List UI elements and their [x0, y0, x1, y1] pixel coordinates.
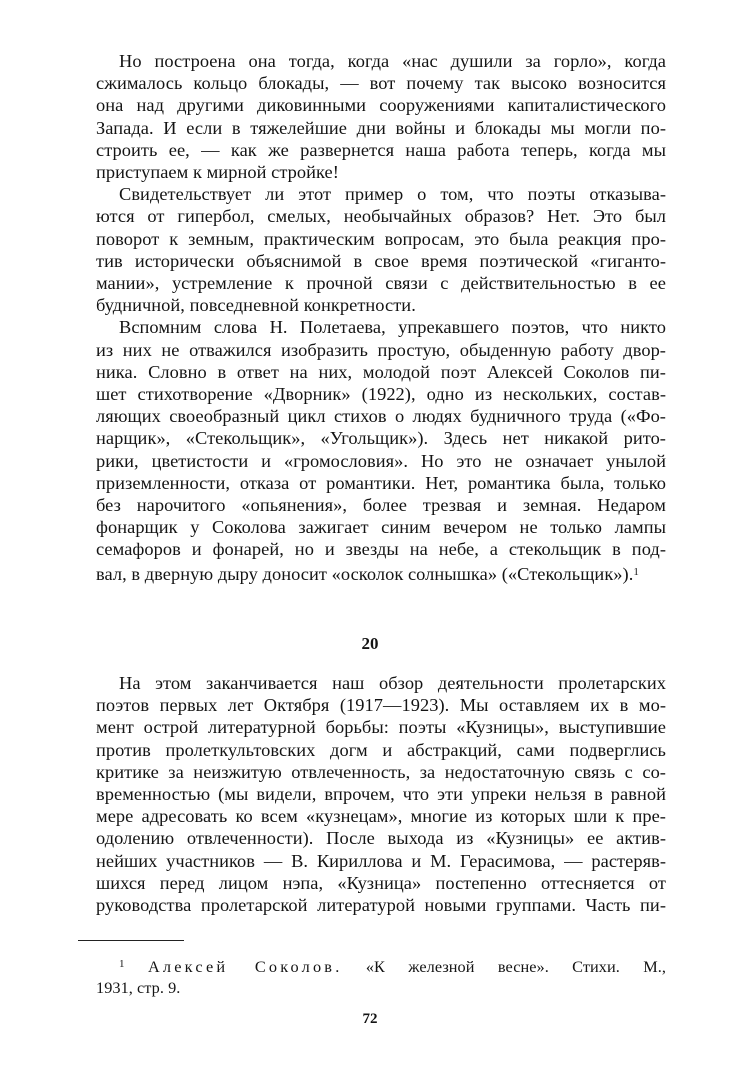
text-line: Запада. И если в тяжелейшие дни войны и блокады мы могли по- [96, 117, 666, 138]
footnote-reference: 1 [633, 565, 639, 578]
text-line-content: вал, в дверную дыру доносит «осколок солнышка» («Стекольщик»). [96, 563, 634, 584]
text-line: поэтов первых лет Октября (1917—1923). Мы оставляем их в мо- [96, 695, 666, 716]
main-text-upper [96, 50, 666, 585]
text-line: мент острой литературной борьбы: поэты «Кузницы», выступившие [96, 717, 666, 738]
text-line: шет стихотворение «Дворник» (1922), одно из нескольких, состав- [96, 384, 666, 405]
text-line: ются от гипербол, смелых, необычайных образов? Нет. Это был [96, 206, 666, 227]
text-line: мании», устремление к прочной связи с действительностью в ее [96, 273, 666, 294]
text-line: Свидетельствует ли этот пример о том, что поэты отказыва- [119, 184, 666, 205]
footnote-marker: 1 [119, 958, 125, 970]
text-line: нарщик», «Стекольщик», «Угольщик»). Здесь нет никакой рито- [96, 428, 666, 449]
text-line: мере адресовать ко всем «кузнецам», многие из которых шли к пре- [96, 806, 666, 827]
footnote-line: 1931, стр. 9. [96, 978, 181, 997]
text-line: тив исторически объяснимой в свое время поэтической «гиганто- [96, 250, 666, 271]
text-line: шихся перед лицом нэпа, «Кузница» постепенно оттесняется от [96, 872, 666, 893]
text-line: из них не отважился изобразить простую, обыденную работу двор- [96, 339, 666, 360]
page-number: 72 [362, 1011, 378, 1027]
footnote-author: Алексей Соколов. [147, 957, 343, 976]
text-line: сжималось кольцо блокады, — вот почему так высоко возносится [96, 73, 666, 94]
text-line: против пролеткультовских догм и абстракций, сами подверглись [96, 739, 666, 760]
text-line [96, 561, 666, 585]
text-line: Вспомним слова Н. Полетаева, упрекавшего поэтов, что никто [119, 317, 666, 338]
text-line: Но построена она тогда, когда «нас душили за горло», когда [119, 51, 666, 71]
main-text-lower [96, 672, 666, 916]
text-line: без нарочитого «опьянения», более трезвая и земная. Недаром [96, 495, 666, 516]
text-line: ляющих своеобразный цикл стихов о людях будничного труда («Фо- [96, 406, 666, 427]
text-line: одолению отвлеченности). После выхода из «Кузницы» ее актив- [96, 828, 666, 849]
text-line: руководства пролетарской литературой новыми группами. Часть пи- [96, 895, 666, 916]
text-line: критике за неизжитую отвлеченность, за недостаточную связь с со- [96, 761, 666, 782]
text-line: будничной, повседневной конкретности. [96, 295, 416, 316]
text-line: ника. Словно в ответ на них, молодой поэт Алексей Соколов пи- [96, 361, 666, 382]
text-line: нейших участников — В. Кириллова и М. Герасимова, — растеряв- [96, 850, 666, 871]
section-number: 20 [361, 634, 379, 653]
footnote-source: «К железной весне». Стихи. М., [365, 957, 667, 976]
footnote [96, 954, 666, 998]
text-line: поворот к земным, практическим вопросам, это была реакция про- [96, 228, 666, 249]
text-line: фонарщик у Соколова зажигает синим вечером не только лампы [96, 517, 666, 538]
text-line: она над другими диковинными сооружениями капиталистического [96, 95, 666, 116]
footnote-line [96, 954, 666, 977]
text-line: приступаем к мирной стройке! [96, 162, 339, 183]
text-line: рики, цветистости и «громословия». Но это не означает унылой [96, 450, 666, 471]
text-line: семафоров и фонарей, но и звезды на небе, а стекольщик в под- [96, 539, 666, 560]
text-line: На этом заканчивается наш обзор деятельности пролетарских [119, 673, 666, 693]
text-line: строить ее, — как же развернется наша работа теперь, когда мы [96, 139, 666, 160]
footnote-divider [78, 940, 184, 941]
text-line: приземленности, отказа от романтики. Нет, романтика была, только [96, 472, 666, 493]
text-line: временностью (мы видели, впрочем, что эти упреки нельзя в равной [96, 784, 666, 805]
